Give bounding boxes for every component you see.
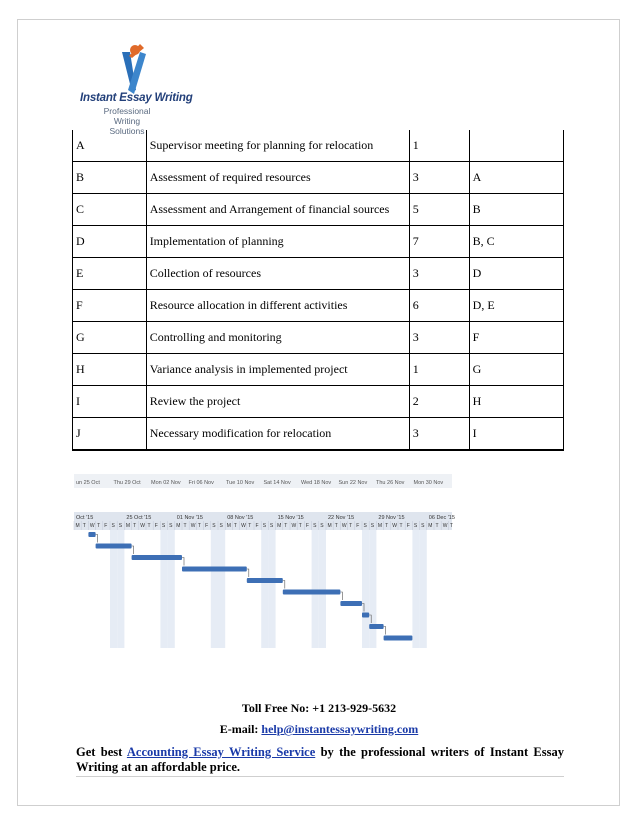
task-activity: Resource allocation in different activities [146,290,409,322]
table-row [73,322,564,354]
gantt-bar [132,555,182,560]
gantt-bar [88,532,95,537]
task-predecessor: D, E [469,290,563,322]
day-letter: W [442,523,448,529]
gantt-connector [96,535,98,543]
task-predecessor: I [469,418,563,451]
table-row [73,290,564,322]
week-label: Oct '15 [76,515,94,521]
gantt-bar [340,601,362,606]
gantt-bar [369,624,383,629]
day-letter: T [248,523,252,529]
task-predecessor: H [469,386,563,418]
task-activity: Supervisor meeting for planning for relocation [146,130,409,162]
task-activity: Collection of resources [146,258,409,290]
day-letter: T [435,523,439,529]
gantt-bar [384,636,413,641]
gantt-connector [132,546,134,554]
task-activity: Review the project [146,386,409,418]
week-label: 08 Nov '15 [227,515,254,521]
day-letter: T [147,523,151,529]
timeline-label: Tue 10 Nov [226,480,255,486]
day-letter: T [82,523,86,529]
day-letter: F [255,523,259,529]
weekend-column [268,530,275,648]
task-activity: Controlling and monitoring [146,322,409,354]
weekend-column [420,530,427,648]
day-letter: S [212,523,216,529]
logo-name: Instant Essay Writing [80,92,193,104]
timeline-label: Thu 26 Nov [376,480,405,486]
task-predecessor: B [469,194,563,226]
day-letter: S [363,523,367,529]
day-letter: W [241,523,246,529]
weekend-column [218,530,225,648]
day-letter: T [349,523,353,529]
logo-tagline-line2: Solutions [109,126,145,136]
day-letter: S [269,523,274,529]
task-predecessor: A [469,162,563,194]
task-predecessor: D [469,258,563,290]
day-letter: W [341,523,347,529]
task-id: H [73,354,147,386]
task-id: G [73,322,147,354]
week-label: 06 Dec '15 [428,515,455,521]
promo-suffix: by the professional writers of Instant Essay Writing at an affordable price. [76,745,564,774]
day-letter: F [104,523,108,529]
day-letter: M [377,523,383,529]
day-letter: W [291,523,297,529]
email-label: E-mail: [219,722,262,736]
task-duration: 3 [409,258,469,290]
task-duration: 5 [409,194,469,226]
task-predecessor: B, C [469,226,563,258]
gantt-bar [182,567,247,572]
table-row [73,386,564,418]
task-activity: Assessment of required resources [146,162,409,194]
day-letter: S [219,523,223,529]
timeline-label: un 25 Oct [76,480,100,486]
gantt-connector [182,558,184,566]
week-label: 22 Nov '15 [328,515,355,521]
timeline-label: Mon 30 Nov [413,480,444,486]
timeline-label: Fri 06 Nov [188,480,214,486]
timeline-label: Wed 18 Nov [301,480,332,486]
table-row [73,130,564,162]
day-letter: F [356,523,360,529]
day-letter: F [305,523,309,529]
day-letter: T [133,523,137,529]
email-link[interactable]: help@instantessaywriting.com [261,722,419,736]
day-letter: T [399,523,403,529]
task-id: I [73,386,147,418]
promo-link[interactable]: Accounting Essay Writing Service [126,745,316,759]
gantt-bar [247,578,283,583]
day-letter: T [334,523,338,529]
weekend-column [160,530,167,648]
task-activity: Implementation of planning [146,226,409,258]
day-letter: W [140,523,146,529]
weekend-column [412,530,419,648]
table-row [73,418,564,451]
day-letter: S [118,523,123,529]
day-letter: S [320,523,324,529]
task-duration: 2 [409,386,469,418]
day-letter: S [313,523,317,529]
day-letter: T [197,523,201,529]
day-letter: S [413,523,418,529]
day-letter: W [89,523,95,529]
gantt-bar [96,544,132,549]
gantt-chart [74,474,455,648]
task-id: B [73,162,147,194]
promo-text [76,745,564,775]
week-label: 25 Oct '15 [126,515,152,521]
day-letter: S [169,523,173,529]
task-predecessor: F [469,322,563,354]
gantt-bar [362,613,369,618]
weekend-column [211,530,218,648]
promo-prefix: Get best [76,745,127,759]
day-letter: W [190,523,196,529]
gantt-connector [384,627,386,635]
task-id: E [73,258,147,290]
task-id: J [73,418,147,451]
day-letter: T [385,523,389,529]
gantt-connector [283,581,285,589]
day-letter: M [327,523,332,529]
timeline-label: Sun 22 Nov [338,480,368,486]
footer-divider [76,776,564,777]
day-letter: M [125,523,131,529]
day-letter: M [277,523,282,529]
weekend-column [319,530,326,648]
task-activity: Necessary modification for relocation [146,418,409,451]
timeline-label: Thu 29 Oct [113,480,141,486]
day-letter: S [111,523,115,529]
task-duration: 1 [409,354,469,386]
day-letter: M [176,523,181,529]
table-row [73,258,564,290]
task-duration: 3 [409,418,469,451]
table-row [73,162,564,194]
gantt-bar [283,590,341,595]
day-letter: T [298,523,302,529]
day-letter: F [205,523,209,529]
logo-tagline-line1: Professional Writing [103,106,151,126]
day-letter: T [284,523,288,529]
table-row [73,354,564,386]
day-letter: T [449,523,453,529]
timeline-label: Sat 14 Nov [263,480,291,486]
task-duration: 6 [409,290,469,322]
day-letter: M [75,523,80,529]
day-letter: T [233,523,237,529]
day-letter: S [262,523,267,529]
week-label: 29 Nov '15 [378,515,405,521]
day-letter: F [154,523,158,529]
toll-free: Toll Free No: +1 213-929-5632 [241,701,397,715]
task-id: F [73,290,147,322]
task-predecessor [469,130,563,162]
task-activity: Assessment and Arrangement of financial sources [146,194,409,226]
task-table [72,130,564,451]
task-activity: Variance analysis in implemented project [146,354,409,386]
day-letter: S [421,523,425,529]
task-id: D [73,226,147,258]
weekend-column [261,530,268,648]
timeline-label: Mon 02 Nov [151,480,181,486]
weekend-column [369,530,376,648]
gantt-connector [340,592,342,600]
week-label: 01 Nov '15 [176,515,203,521]
task-id: A [73,130,147,162]
weekend-column [168,530,175,648]
day-letter: M [428,523,433,529]
day-letter: S [370,523,375,529]
day-letter: T [183,523,187,529]
table-row [73,226,564,258]
day-letter: T [97,523,101,529]
task-predecessor: G [469,354,563,386]
task-duration: 7 [409,226,469,258]
email-line [0,722,638,737]
day-letter: M [226,523,231,529]
task-id: C [73,194,147,226]
day-letter: F [406,523,410,529]
weekend-column [362,530,369,648]
week-label: 15 Nov '15 [277,515,304,521]
table-row [73,194,564,226]
day-letter: W [392,523,398,529]
task-duration: 1 [409,130,469,162]
weekend-column [312,530,319,648]
task-duration: 3 [409,162,469,194]
gantt-connector [247,569,249,577]
task-duration: 3 [409,322,469,354]
day-letter: S [161,523,166,529]
